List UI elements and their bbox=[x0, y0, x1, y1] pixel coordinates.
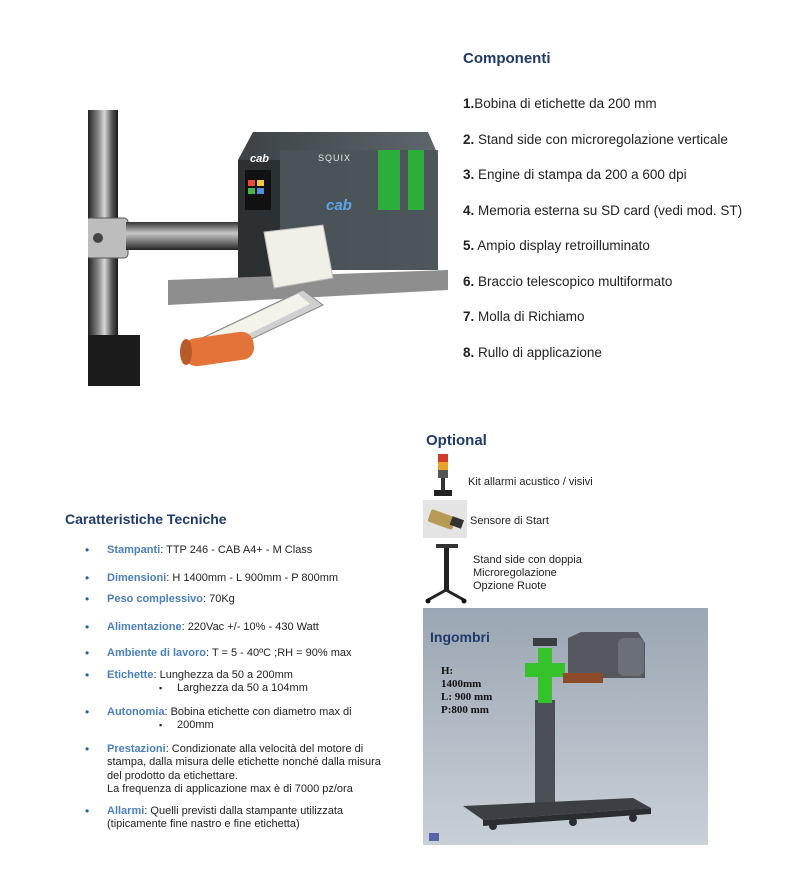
list-item: • Alimentazione: 220Vac +/- 10% - 430 Watt bbox=[85, 621, 385, 635]
list-item: • Etichette: Lunghezza da 50 a 200mm ▪ Larghezza da 50 a 104mm bbox=[85, 669, 385, 696]
optional-item-stand: Stand side con doppia Microregolazione Opzione Ruote bbox=[473, 554, 582, 592]
list-item: • Prestazioni: Condizionate alla velocità del motore di stampa, dalla misura delle etichette nonché dalla misura del prodotto da etichettare. La frequenza di applicazione max è di 7000 pz/ora bbox=[85, 743, 385, 797]
model-label: SQUIX bbox=[318, 153, 352, 163]
list-item: 2. Stand side con microregolazione verticale bbox=[463, 131, 728, 147]
list-item: • Autonomia: Bobina etichette con diametro max di ▪ 200mm bbox=[85, 706, 385, 733]
optional-item-label: Kit allarmi acustico / visivi bbox=[468, 476, 593, 488]
technical-list bbox=[85, 544, 385, 832]
stand-icon bbox=[424, 542, 468, 604]
list-item: 1.Bobina di etichette da 200 mm bbox=[463, 96, 657, 111]
list-item: • Ambiente di lavoro: T = 5 - 40ºC ;RH = 90% max bbox=[85, 647, 385, 661]
list-item: 7. Molla di Richiamo bbox=[463, 309, 585, 324]
brand-logo-front: cab bbox=[326, 197, 352, 214]
list-item: 3. Engine di stampa da 200 a 600 dpi bbox=[463, 167, 687, 182]
components-title: Componenti bbox=[463, 50, 551, 67]
technical-title: Caratteristiche Tecniche bbox=[65, 511, 227, 527]
components-list bbox=[463, 95, 783, 379]
dimensions-values: H: 1400mm L: 900 mm P:800 mm bbox=[441, 665, 493, 716]
sensor-icon bbox=[423, 500, 467, 538]
list-item: 4. Memoria esterna su SD card (vedi mod. ST) bbox=[463, 202, 743, 218]
dimensions-render bbox=[423, 608, 708, 845]
list-item: 8. Rullo di applicazione bbox=[463, 344, 602, 360]
list-item: • Allarmi: Quelli previsti dalla stampante utilizzata (tipicamente fine nastro e fine etichetta) bbox=[85, 805, 385, 832]
list-item: • Dimensioni: H 1400mm - L 900mm - P 800mm bbox=[85, 572, 385, 586]
optional-item-label: Sensore di Start bbox=[470, 515, 549, 527]
brand-logo-top: cab bbox=[250, 153, 269, 165]
list-item: • Peso complessivo: 70Kg bbox=[85, 593, 385, 607]
dimensions-title: Ingombri bbox=[430, 629, 490, 645]
optional-title: Optional bbox=[426, 432, 487, 449]
printer-applicator-photo bbox=[88, 110, 448, 386]
signal-tower-icon bbox=[430, 452, 456, 498]
list-item: • Stampanti: TTP 246 - CAB A4+ - M Class bbox=[85, 544, 385, 558]
list-item: 6. Braccio telescopico multiformato bbox=[463, 273, 673, 289]
list-item: 5. Ampio display retroilluminato bbox=[463, 238, 650, 253]
